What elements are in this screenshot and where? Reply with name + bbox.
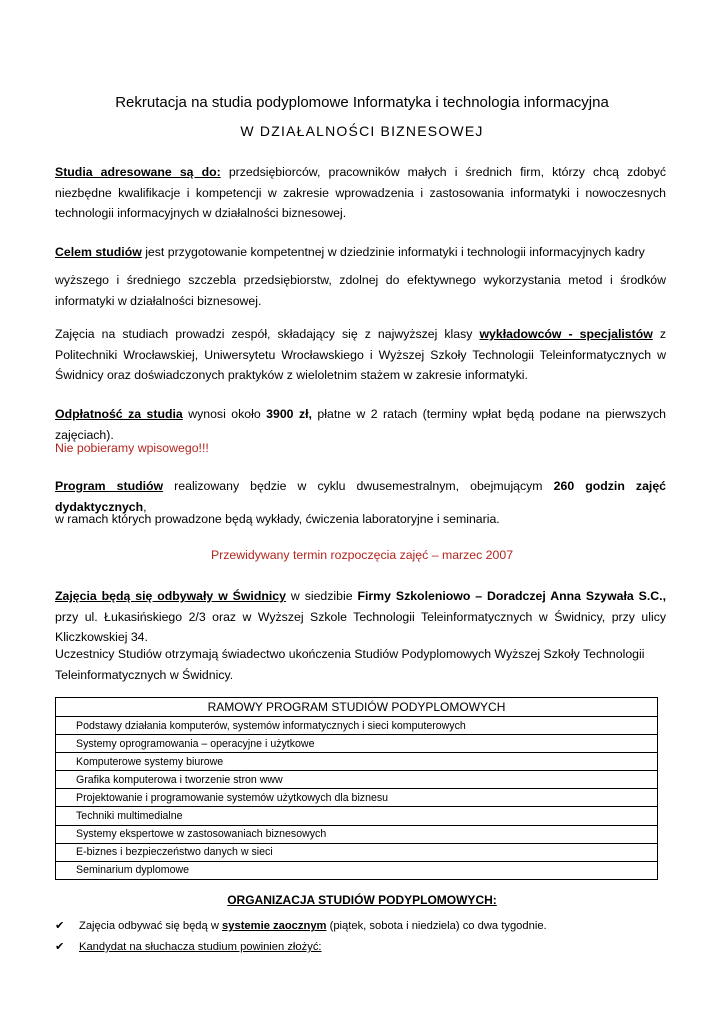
- lecturers-paragraph: [55, 324, 666, 386]
- goal-paragraph-line1: [55, 242, 666, 263]
- location-label: Zajęcia będą się odbywały w Świdnicy: [55, 589, 286, 603]
- fee-text-2: płatne w 2 ratach (terminy wpłat będą podane na pierwszych zajęciach).: [55, 407, 666, 442]
- program-text-2: ,: [143, 499, 147, 514]
- location-text-2: przy ul. Łukasińskiego 2/3 oraz w Wyższej Szkole Technologii Teleinformatycznych w Świdnicy, przy ulicy Kliczkowskiej 34.: [55, 609, 666, 644]
- table-row: [56, 735, 658, 753]
- table-cell: E-biznes i bezpieczeństwo danych w sieci: [56, 843, 658, 861]
- fee-text-1: wynosi około: [182, 407, 267, 421]
- start-date-note: Przewidywany termin rozpoczęcia zajęć – marzec 2007: [210, 548, 514, 562]
- program-hours: 260 godzin zajęć dydaktycznych: [55, 479, 666, 514]
- program-label: Program studiów: [55, 479, 164, 493]
- lecturers-text-2: z Politechniki Wrocławskiej, Uniwersytetu Wrocławskiego i Wyższej Szkoły Technologii Teleinformatycznych w Świdnicy oraz doświadczonych praktyków z wieloletnim stażem w zakresie informatyki.: [55, 327, 666, 382]
- program-table: [55, 697, 658, 880]
- documents-text: Kandydat na słuchacza studium powinien złożyć:: [79, 941, 322, 953]
- table-cell: Systemy oprogramowania – operacyjne i użytkowe: [56, 735, 658, 753]
- goal-label: Celem studiów: [55, 245, 142, 259]
- table-row: [56, 789, 658, 807]
- goal-text-1: jest przygotowanie kompetentnej w dziedzinie informatyki i technologii informacyjnych kadry: [141, 245, 645, 259]
- table-row: [56, 861, 658, 879]
- table-cell: Grafika komputerowa i tworzenie stron www: [56, 771, 658, 789]
- table-row: [56, 717, 658, 735]
- table-cell: Techniki multimedialne: [56, 807, 658, 825]
- location-firm: Firmy Szkoleniowo – Doradczej Anna Szywała S.C.,: [357, 589, 666, 603]
- organization-item-documents: [55, 940, 322, 953]
- schedule-text-2: (piątek, sobota i niedziela) co dwa tygodnie.: [326, 920, 547, 932]
- program-table-header-row: [56, 698, 658, 717]
- location-paragraph: [55, 586, 666, 648]
- lecturers-text-1: Zajęcia na studiach prowadzi zespół, składający się z najwyższej klasy: [55, 327, 480, 341]
- fee-amount: 3900 zł,: [266, 407, 312, 421]
- table-cell: Systemy ekspertowe w zastosowaniach biznesowych: [56, 825, 658, 843]
- program-table-header: RAMOWY PROGRAM STUDIÓW PODYPLOMOWYCH: [56, 698, 658, 717]
- goal-paragraph-line2: wyższego i średniego szczebla przedsiębiorstw, zdolnej do efektywnego wykorzystania metod i środków informatyki w działalności biznesowej.: [55, 273, 666, 308]
- lecturers-emphasis: wykładowców - specjalistów: [479, 327, 653, 341]
- audience-paragraph: [55, 162, 666, 224]
- organization-item-schedule: [55, 919, 547, 932]
- table-row: [56, 753, 658, 771]
- checkmark-icon: ✔: [55, 941, 65, 953]
- table-cell: Seminarium dyplomowe: [56, 861, 658, 879]
- schedule-system: systemie zaocznym: [222, 920, 327, 932]
- table-row: [56, 771, 658, 789]
- audience-text: przedsiębiorców, pracowników małych i średnich firm, którzy chcą zdobyć niezbędne kwalifikacje i kompetencji w zakresie wprowadzenia i zastosowania informatyki i nowoczesnych technologii informacyjnych w działalności biznesowej.: [55, 165, 667, 220]
- fee-label: Odpłatność za studia: [55, 407, 183, 421]
- page-title: Rekrutacja na studia podyplomowe Informatyka i technologia informacyjna: [115, 94, 609, 111]
- program-paragraph-line2: w ramach których prowadzone będą wykłady, ćwiczenia laboratoryjne i seminaria.: [55, 512, 500, 526]
- no-entry-fee-note: Nie pobieramy wpisowego!!!: [55, 441, 209, 455]
- program-text-1: realizowany będzie w cyklu dwusemestralnym, obejmującym: [163, 479, 554, 493]
- location-text-1: w siedzibie: [285, 589, 358, 603]
- certificate-paragraph: Uczestnicy Studiów otrzymają świadectwo ukończenia Studiów Podyplomowych Wyższej Szkoły Technologii Teleinformatycznych w Świdnicy.: [55, 647, 645, 682]
- table-cell: Komputerowe systemy biurowe: [56, 753, 658, 771]
- audience-label: Studia adresowane są do:: [55, 165, 221, 179]
- table-cell: Podstawy działania komputerów, systemów informatycznych i sieci komputerowych: [56, 717, 658, 735]
- organization-heading: ORGANIZACJA STUDIÓW PODYPLOMOWYCH:: [227, 893, 497, 907]
- table-row: [56, 825, 658, 843]
- schedule-text-1: Zajęcia odbywać się będą w: [79, 920, 223, 932]
- table-cell: Projektowanie i programowanie systemów użytkowych dla biznesu: [56, 789, 658, 807]
- page-subtitle: W DZIAŁALNOŚCI BIZNESOWEJ: [240, 123, 484, 139]
- table-row: [56, 807, 658, 825]
- checkmark-icon: ✔: [55, 920, 65, 932]
- table-row: [56, 843, 658, 861]
